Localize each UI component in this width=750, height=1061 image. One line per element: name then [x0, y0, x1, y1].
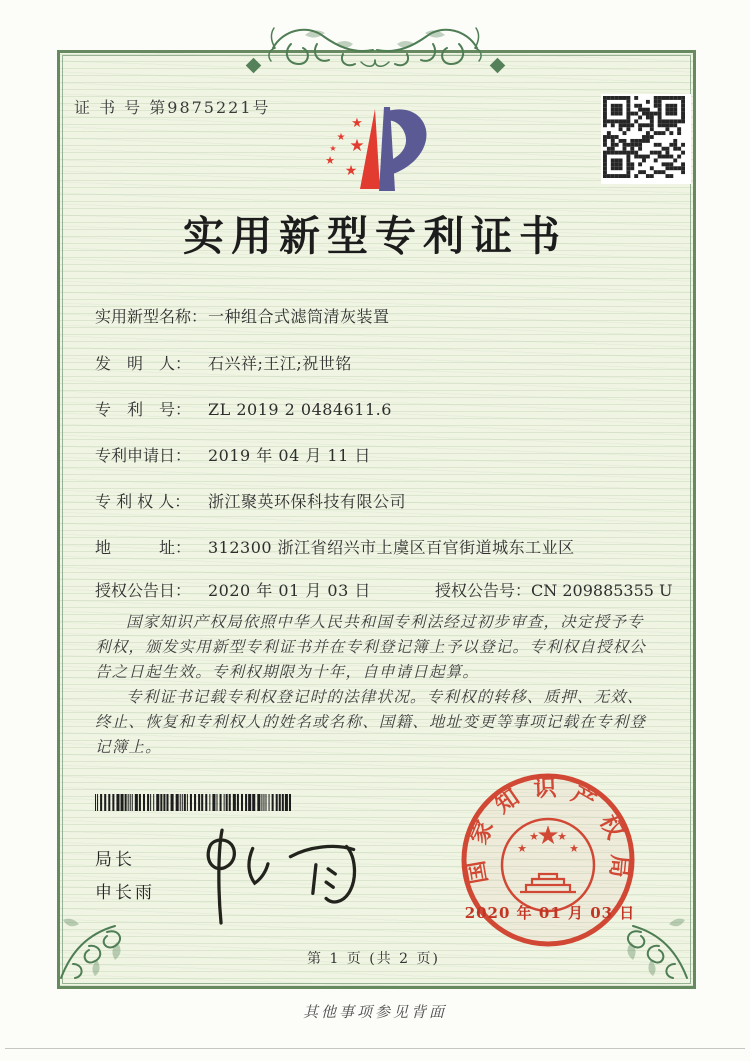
official-seal-icon: [458, 770, 638, 950]
svg-text:★: ★: [557, 830, 567, 843]
officer-name: 申长雨: [95, 883, 155, 903]
seal-ring-text: 国家知识产权局: [462, 774, 634, 886]
field-label: 授权公告日：: [95, 581, 192, 600]
legal-paragraph: 专利证书记载专利权登记时的法律状况。专利权的转移、质押、无效、终止、恢复和专利权人的姓名或名称、国籍、地址变更等事项记载在专利登记簿上。: [95, 688, 647, 756]
field-row-utility-model-name: [95, 304, 390, 327]
field-value: ZL 2019 2 0484611.6: [208, 400, 392, 419]
seal-date: 2020 年 01 月 03 日: [464, 904, 636, 922]
qr-code: [601, 94, 691, 184]
footer-note: 其他事项参见背面: [302, 1003, 447, 1021]
field-row-patent-number: [95, 397, 392, 420]
legal-text-block: [95, 610, 657, 760]
field-row-address: [95, 535, 575, 558]
certificate-number: 证 书 号 第9875221号: [74, 98, 271, 117]
svg-text:★: ★: [536, 821, 560, 851]
page-number: 第 1 页 (共 2 页): [307, 951, 440, 967]
certificate-title: 实用新型专利证书: [183, 212, 567, 260]
field-label: 专利申请日：: [95, 446, 192, 465]
field-label: 地 址：: [95, 538, 192, 557]
field-value: 2020 年 01 月 03 日: [208, 581, 371, 600]
svg-text:★: ★: [529, 830, 539, 843]
field-value: 312300 浙江省绍兴市上虞区百官街道城东工业区: [208, 538, 575, 557]
field-value: 一种组合式滤筒清灰装置: [208, 307, 390, 326]
field-label: 授权公告号：: [435, 581, 532, 600]
svg-text:★: ★: [517, 842, 527, 855]
field-row-grant-number: [435, 578, 673, 601]
officer-title: 局长: [95, 850, 135, 870]
svg-text:★: ★: [325, 154, 335, 167]
barcode: [95, 794, 291, 811]
field-value: 浙江聚英环保科技有限公司: [208, 492, 407, 511]
page-edge-line: [5, 1048, 745, 1049]
field-row-grant-date: [95, 578, 371, 601]
svg-text:★: ★: [349, 136, 365, 156]
svg-text:★: ★: [351, 116, 363, 131]
field-value: 2019 年 04 月 11 日: [208, 446, 371, 465]
svg-text:★: ★: [344, 163, 358, 179]
legal-paragraph: 国家知识产权局依照中华人民共和国专利法经过初步审查，决定授予专利权，颁发实用新型专利证书并在专利登记簿上予以登记。专利权自授权公告之日起生效。专利权期限为十年，自申请日起算。: [95, 613, 647, 681]
svg-text:★: ★: [336, 132, 346, 143]
field-row-application-date: [95, 443, 371, 466]
field-row-patentee: [95, 489, 406, 512]
field-value: 石兴祥;王江;祝世铭: [208, 354, 352, 373]
svg-text:★: ★: [329, 144, 337, 153]
field-value: CN 209885355 U: [531, 581, 673, 600]
field-label: 专 利 号：: [95, 400, 192, 419]
field-label: 专 利 权 人：: [95, 492, 191, 511]
field-row-inventors: [95, 351, 352, 374]
field-label: 实用新型名称：: [95, 307, 208, 326]
cnipa-logo-icon: [300, 85, 455, 203]
svg-text:★: ★: [569, 842, 579, 855]
signature-script-icon: [193, 824, 398, 926]
field-label: 发 明 人：: [95, 354, 192, 373]
